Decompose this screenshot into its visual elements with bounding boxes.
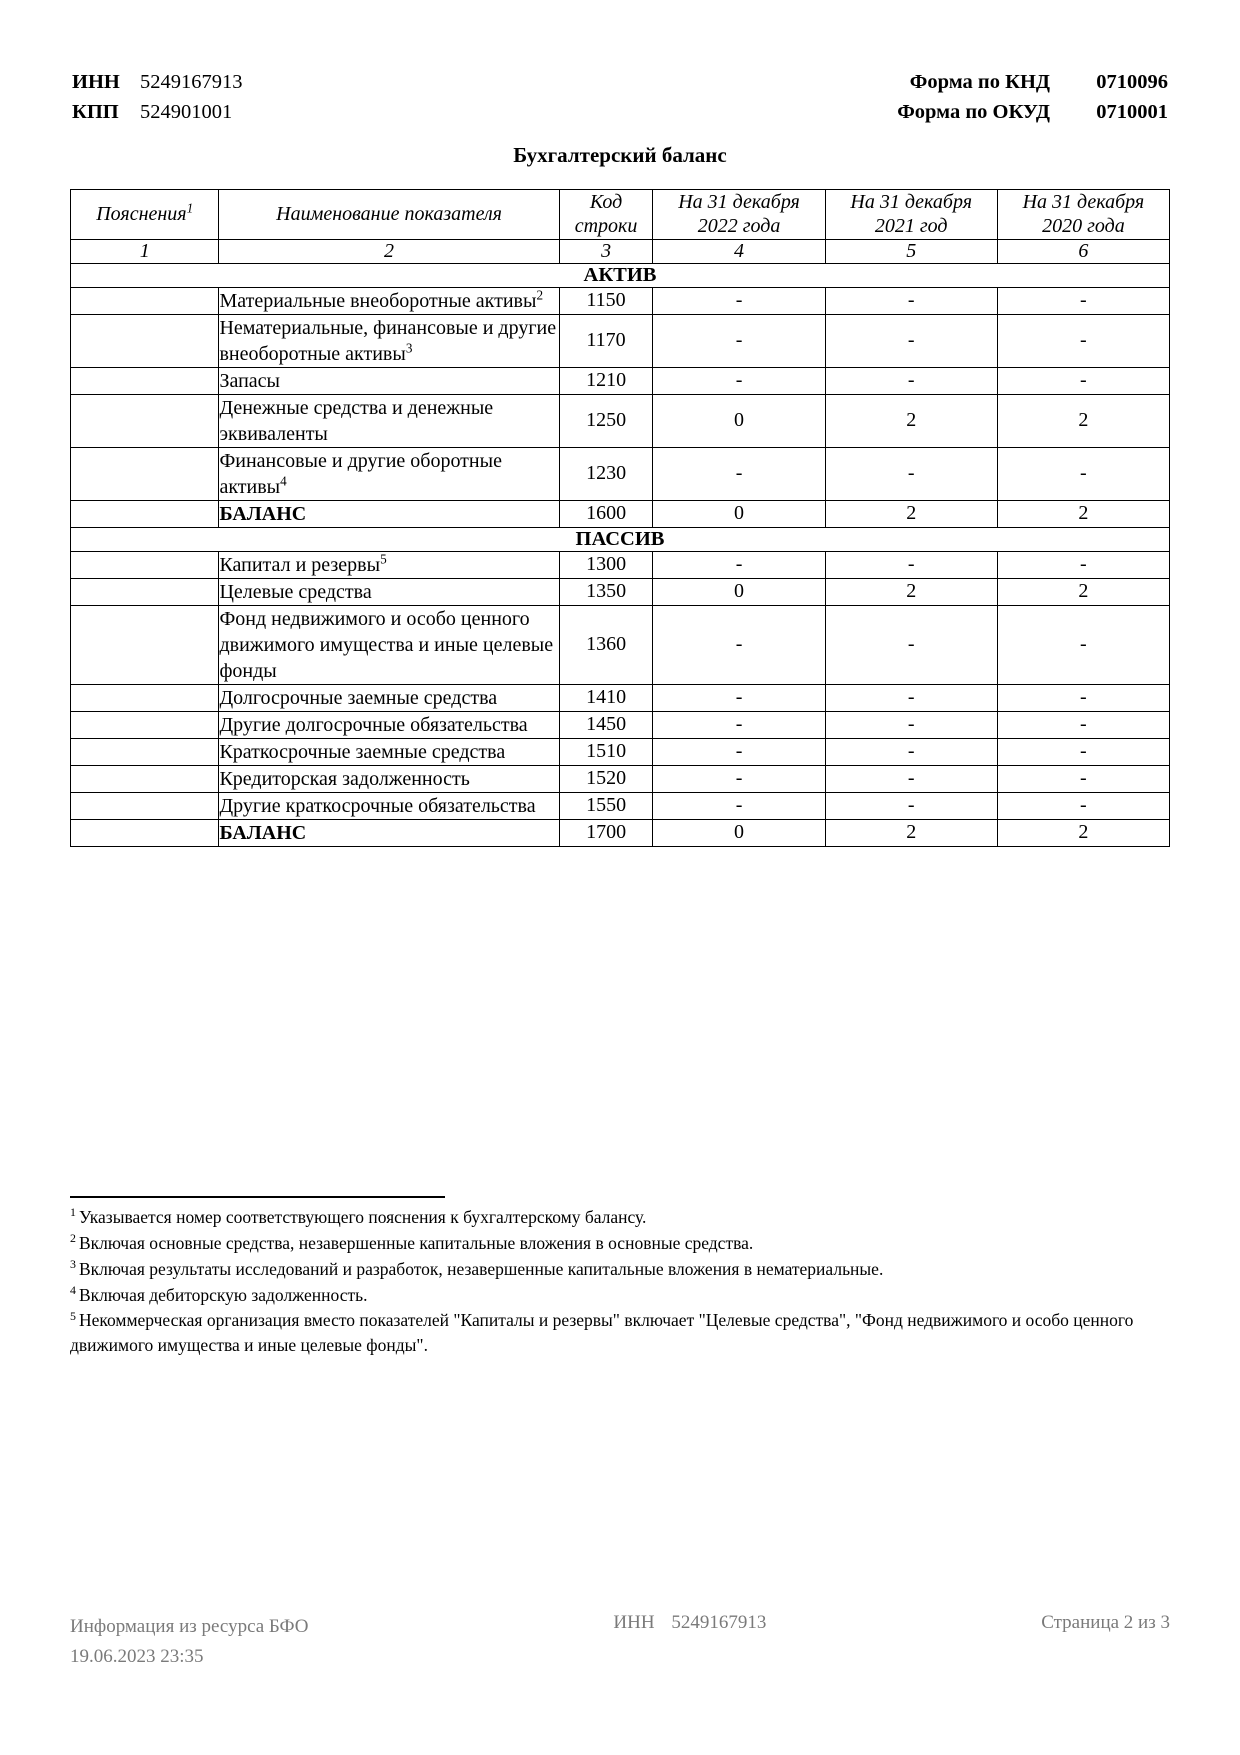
column-header-5: На 31 декабря 2021 год [825, 190, 997, 240]
cell-value-2022: - [653, 287, 825, 314]
cell-value-2022: 0 [653, 819, 825, 846]
cell-value-2020: - [997, 551, 1169, 578]
cell-value-2021: 2 [825, 819, 997, 846]
cell-indicator-name: Другие долгосрочные обязательства [219, 711, 559, 738]
table-row [71, 394, 1170, 447]
column-header-3: Код строки [559, 190, 653, 240]
cell-value-2022: - [653, 792, 825, 819]
table-row [71, 711, 1170, 738]
cell-value-2020: - [997, 738, 1169, 765]
column-header-6: На 31 декабря 2020 года [997, 190, 1169, 240]
okud-label: Форма по ОКУД [897, 100, 1050, 123]
table-row [71, 792, 1170, 819]
cell-line-code: 1300 [559, 551, 653, 578]
cell-explanation [71, 819, 219, 846]
footnote-4: $^4$ Включая дебиторскую задолженность. [70, 1282, 368, 1305]
cell-value-2021: - [825, 738, 997, 765]
cell-indicator-name: Другие краткосрочные обязательства [219, 792, 559, 819]
cell-line-code: 1360 [559, 605, 653, 684]
column-number-5: 5 [825, 239, 997, 263]
table-row [71, 765, 1170, 792]
cell-value-2020: - [997, 314, 1169, 367]
footer-source-block [70, 1612, 309, 1671]
inn-value: 5249167913 [140, 71, 243, 93]
table-row [71, 551, 1170, 578]
cell-indicator-name: БАЛАНС [219, 819, 559, 846]
column-header-2: Наименование показателя [219, 190, 559, 240]
cell-value-2021: - [825, 684, 997, 711]
footer-inn-label: ИНН [613, 1612, 655, 1634]
cell-value-2020: - [997, 287, 1169, 314]
cell-value-2020: 2 [997, 394, 1169, 447]
cell-explanation [71, 500, 219, 527]
cell-value-2022: - [653, 551, 825, 578]
column-number-2: 2 [219, 239, 559, 263]
table-row [71, 287, 1170, 314]
cell-line-code: 1700 [559, 819, 653, 846]
cell-value-2020: - [997, 605, 1169, 684]
cell-line-code: 1150 [559, 287, 653, 314]
cell-indicator-name: Краткосрочные заемные средства [219, 738, 559, 765]
cell-explanation [71, 684, 219, 711]
cell-value-2021: 2 [825, 500, 997, 527]
cell-indicator-name: Кредиторская задолженность [219, 765, 559, 792]
cell-value-2020: 2 [997, 500, 1169, 527]
cell-value-2021: - [825, 447, 997, 500]
cell-explanation [71, 394, 219, 447]
column-number-row [71, 239, 1170, 263]
cell-explanation [71, 765, 219, 792]
cell-value-2022: - [653, 765, 825, 792]
cell-value-2020: 2 [997, 578, 1169, 605]
column-number-3: 3 [559, 239, 653, 263]
page-title: Бухгалтерский баланс [513, 143, 727, 167]
cell-value-2020: - [997, 792, 1169, 819]
footnotes-block [70, 1196, 1140, 1359]
cell-line-code: 1210 [559, 367, 653, 394]
kpp-label: КПП [72, 100, 119, 123]
cell-line-code: 1250 [559, 394, 653, 447]
cell-line-code: 1350 [559, 578, 653, 605]
cell-indicator-name: Долгосрочные заемные средства [219, 684, 559, 711]
cell-value-2021: - [825, 551, 997, 578]
okud-row [897, 98, 1168, 128]
cell-value-2022: 0 [653, 500, 825, 527]
footer-inn-value: 5249167913 [671, 1612, 767, 1634]
cell-explanation [71, 738, 219, 765]
footer-page-number: Страница 2 из 3 [1041, 1612, 1170, 1634]
cell-value-2021: - [825, 792, 997, 819]
cell-value-2020: - [997, 765, 1169, 792]
cell-value-2021: - [825, 711, 997, 738]
footnote-marker: 4 [70, 1282, 76, 1297]
taxpayer-identifiers [72, 68, 243, 127]
table-row [71, 684, 1170, 711]
cell-line-code: 1410 [559, 684, 653, 711]
table-row [71, 500, 1170, 527]
cell-explanation [71, 551, 219, 578]
table-row [71, 314, 1170, 367]
footer-inn-block [583, 1612, 766, 1634]
cell-line-code: 1520 [559, 765, 653, 792]
cell-explanation [71, 711, 219, 738]
footnote-1: $^1$ Указывается номер соответствующего пояснения к бухгалтерскому балансу. [70, 1205, 647, 1227]
footer-timestamp: 19.06.2023 23:35 [70, 1645, 204, 1667]
cell-indicator-name: Денежные средства и денежные эквиваленты [219, 394, 559, 447]
section-heading-row [71, 263, 1170, 287]
balance-sheet-table [70, 189, 1170, 847]
knd-row [897, 68, 1168, 98]
column-header-1: Пояснения$^1$ [71, 190, 219, 240]
cell-value-2022: - [653, 447, 825, 500]
section-heading: АКТИВ [71, 263, 1170, 287]
cell-indicator-name: Целевые средства [219, 578, 559, 605]
cell-value-2022: - [653, 314, 825, 367]
footnote-marker: 1 [70, 1205, 76, 1220]
cell-value-2021: 2 [825, 394, 997, 447]
column-number-1: 1 [71, 239, 219, 263]
table-row [71, 367, 1170, 394]
footnote-marker: 3 [70, 1256, 76, 1271]
cell-value-2020: 2 [997, 819, 1169, 846]
table-row [71, 738, 1170, 765]
cell-value-2021: - [825, 314, 997, 367]
cell-explanation [71, 367, 219, 394]
cell-explanation [71, 792, 219, 819]
cell-line-code: 1450 [559, 711, 653, 738]
cell-line-code: 1230 [559, 447, 653, 500]
footnote-marker: 2 [70, 1231, 76, 1246]
footer-source: Информация из ресурса БФО [70, 1616, 309, 1638]
knd-label: Форма по КНД [909, 71, 1050, 93]
cell-value-2022: - [653, 738, 825, 765]
cell-value-2022: - [653, 367, 825, 394]
cell-explanation [71, 287, 219, 314]
cell-indicator-name: Нематериальные, финансовые и другие внеоборотные активы$^3$ [219, 314, 559, 367]
column-number-6: 6 [997, 239, 1169, 263]
kpp-value: 524901001 [140, 100, 233, 123]
cell-value-2022: 0 [653, 394, 825, 447]
column-number-4: 4 [653, 239, 825, 263]
cell-explanation [71, 578, 219, 605]
cell-value-2021: 2 [825, 578, 997, 605]
cell-value-2022: - [653, 684, 825, 711]
cell-explanation [71, 605, 219, 684]
inn-label: ИНН [72, 71, 120, 93]
cell-value-2020: - [997, 711, 1169, 738]
cell-indicator-name: Капитал и резервы$^5$ [219, 551, 559, 578]
knd-value: 0710096 [1096, 71, 1168, 93]
table-header-row [71, 190, 1170, 240]
cell-explanation [71, 447, 219, 500]
inn-row [72, 68, 243, 98]
cell-value-2020: - [997, 447, 1169, 500]
section-heading: ПАССИВ [71, 527, 1170, 551]
kpp-row [72, 98, 243, 128]
cell-value-2022: 0 [653, 578, 825, 605]
footnote-marker: 5 [70, 1308, 76, 1323]
cell-value-2022: - [653, 711, 825, 738]
cell-explanation [71, 314, 219, 367]
cell-value-2020: - [997, 684, 1169, 711]
footnote-2: $^2$ Включая основные средства, незавершенные капитальные вложения в основные средства. [70, 1231, 754, 1253]
footnote-3: $^3$ Включая результаты исследований и разработок, незавершенные капитальные вложения в нематериальные. [70, 1256, 884, 1279]
cell-value-2022: - [653, 605, 825, 684]
cell-line-code: 1170 [559, 314, 653, 367]
cell-value-2021: - [825, 605, 997, 684]
table-row [71, 819, 1170, 846]
cell-indicator-name: Запасы [219, 367, 559, 394]
cell-value-2021: - [825, 367, 997, 394]
page-footer [70, 1612, 1170, 1671]
cell-value-2021: - [825, 287, 997, 314]
table-row [71, 447, 1170, 500]
footnote-separator [70, 1196, 445, 1198]
cell-line-code: 1600 [559, 500, 653, 527]
form-codes [897, 68, 1168, 127]
document-header [72, 68, 1168, 127]
cell-indicator-name: Материальные внеоборотные активы$^2$ [219, 287, 559, 314]
cell-line-code: 1510 [559, 738, 653, 765]
cell-line-code: 1550 [559, 792, 653, 819]
column-header-4: На 31 декабря 2022 года [653, 190, 825, 240]
table-row [71, 578, 1170, 605]
okud-value: 0710001 [1096, 100, 1168, 123]
cell-indicator-name: БАЛАНС [219, 500, 559, 527]
table-row [71, 605, 1170, 684]
cell-value-2020: - [997, 367, 1169, 394]
balance-sheet-table-wrap [70, 189, 1170, 847]
footnote-5: $^5$ Некоммерческая организация вместо показателей "Капиталы и резервы" включает "Целевые средства", "Фонд недвижимого и особо ценного движимого имущества и иные целевые фонды". [70, 1308, 1134, 1356]
cell-indicator-name: Фонд недвижимого и особо ценного движимого имущества и иные целевые фонды [219, 605, 559, 684]
section-heading-row [71, 527, 1170, 551]
cell-value-2021: - [825, 765, 997, 792]
cell-indicator-name: Финансовые и другие оборотные активы$^4$ [219, 447, 559, 500]
